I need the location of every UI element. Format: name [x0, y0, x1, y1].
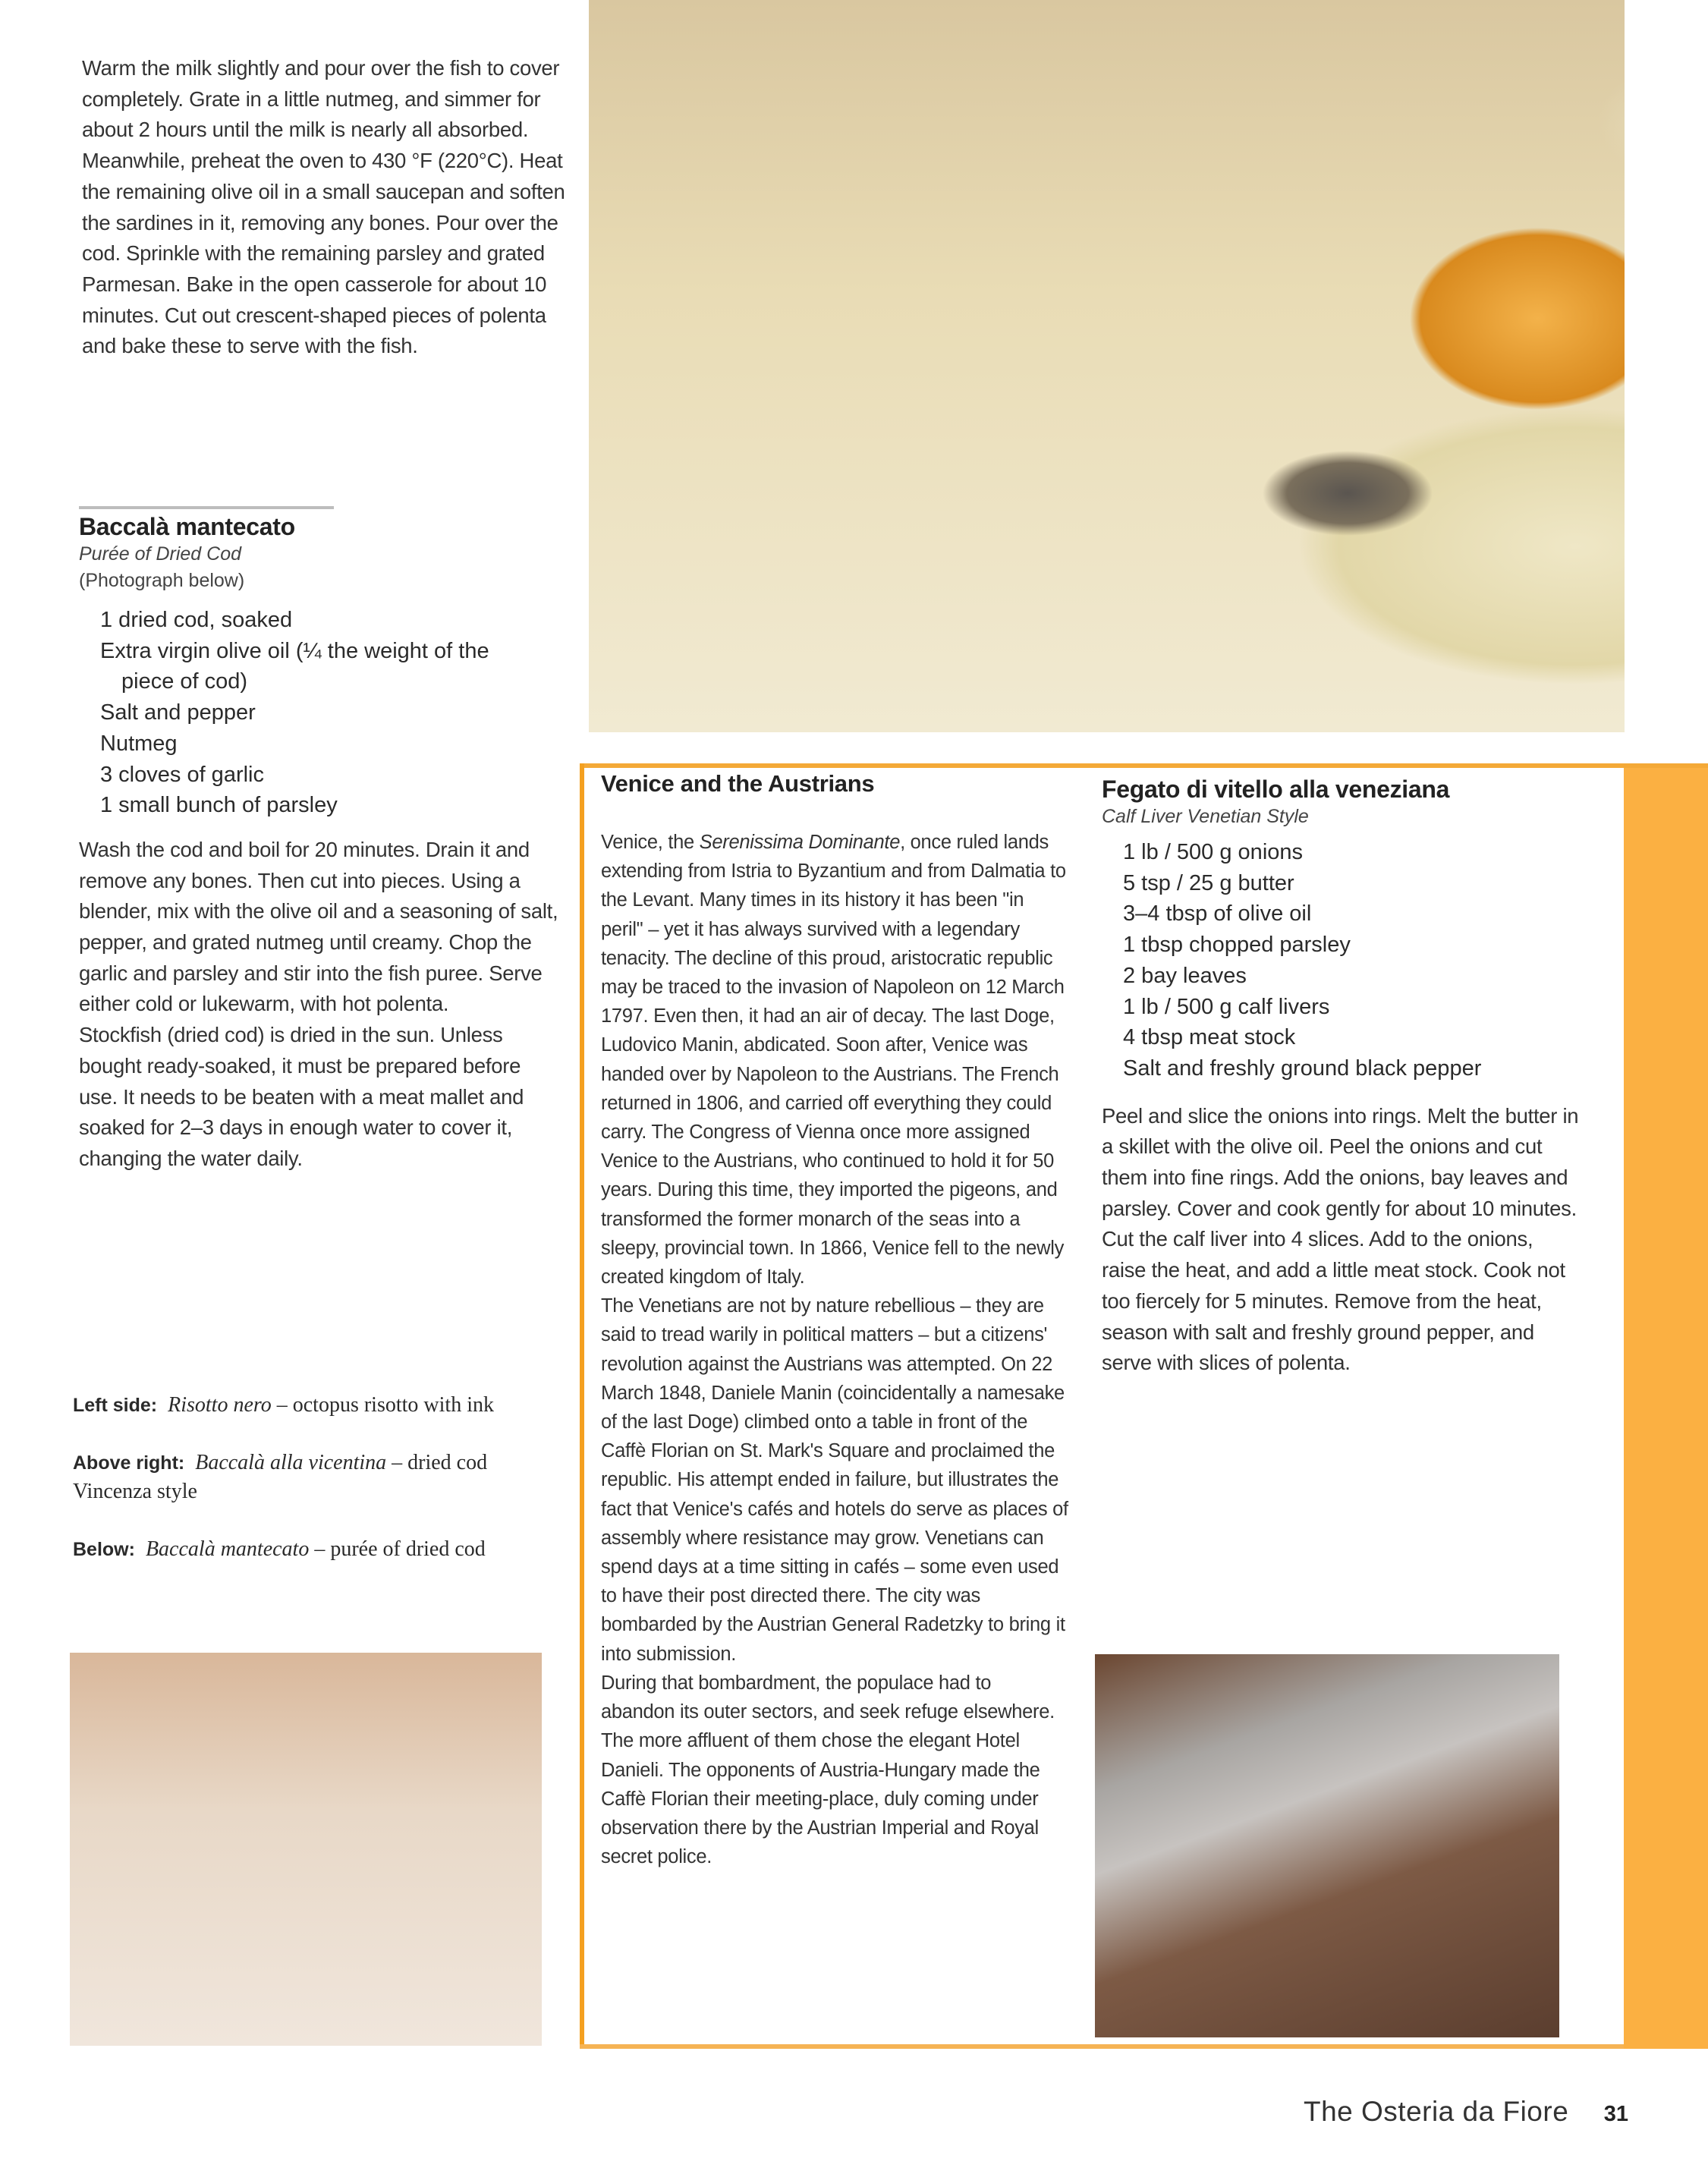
ingredient: 5 tsp / 25 g butter [1123, 870, 1294, 895]
sidebar-body [601, 828, 1068, 1871]
photo-baccala-vicentina [589, 0, 1625, 732]
ingredient: 1 small bunch of parsley [100, 793, 338, 818]
box-border-left [580, 763, 584, 2046]
ingredient: Salt and pepper [100, 700, 256, 725]
ingredient: 3 cloves of garlic [100, 762, 264, 787]
ingredient: 3–4 tbsp of olive oil [1123, 901, 1312, 927]
ingredient: Extra virgin olive oil (¼ the weight of the piece of cod) [100, 638, 489, 694]
photo-note: (Photograph below) [79, 570, 245, 591]
recipe-title: Fegato di vitello alla veneziana [1102, 776, 1450, 803]
sidebar-paragraph: During that bombardment, the populace had to abandon its outer sectors, and seek refuge elsewhere. The more affluent of them chose the elegant Hotel Danieli. The opponents of Austria-Hungary made the Caffè Florian their meeting-place, duly coming under observation there by the Austrian Imperial and Royal secret police. [601, 1672, 1055, 1868]
method-paragraph: Peel and slice the onions into rings. Melt the butter in a skillet with the olive oil. Peel the onions and cut them into fine rings. Add the onions, bay leaves and parsley. Cover and cook gently for about 10 minutes. Cut the calf liver into 4 slices. Add to the onions, raise the heat, and add a little meat stock. Cook not too fiercely for 5 minutes. Remove from the heat, season with salt and freshly ground pepper, and serve with slices of polenta. [1102, 1103, 1579, 1375]
section-name: The Osteria da Fiore [1303, 2096, 1569, 2127]
photo-baccala-mantecato [70, 1653, 542, 2046]
ingredient: 1 dried cod, soaked [100, 608, 293, 632]
intro-paragraph: Meanwhile, preheat the oven to 430 °F (220°C). Heat the remaining olive oil in a small saucepan and soften the sardines in it, removing any bones. Pour over the cod. Sprinkle with the remaining parsley and grated Parmesan. Bake in the open casserole for about 10 minutes. Cut out crescent-shaped pieces of polenta and bake these to serve with the fish. [82, 149, 565, 358]
sidebar-title: Venice and the Austrians [601, 770, 875, 797]
method-paragraph: Wash the cod and boil for 20 minutes. Drain it and remove any bones. Then cut into pieces. Using a blender, mix with the olive oil and a seasoning of salt, pepper, and grated nutmeg until creamy. Chop the garlic and parsley and stir into the fish puree. Serve either cold or lukewarm, with hot polenta. [79, 837, 558, 1016]
sidebar-paragraph: The Venetians are not by nature rebellious – they are said to tread warily in political matters – but a citizens' revolution against the Austrians was attempted. On 22 March 1848, Daniele Manin (coincidentally a namesake of the last Doge) climbed onto a table in front of the Caffè Florian on St. Mark's Square and proclaimed the republic. His attempt ended in failure, but illustrates the fact that Venice's cafés and hotels do serve as places of assembly where resistance may grow. Venetians can spend days at a time sitting in cafés – some even used to have their post directed there. The city was bombarded by the Austrian General Radetzky to bring it into submission. [601, 1295, 1068, 1665]
ingredient: 2 bay leaves [1123, 963, 1247, 988]
ingredient-list [79, 605, 565, 821]
orange-margin-strip [1624, 768, 1708, 2049]
recipe-baccala-mantecato [79, 513, 565, 1175]
sidebar-venice-austrians [601, 770, 1068, 1871]
photo-fegato [1095, 1654, 1559, 2037]
recipe-fegato [1102, 776, 1580, 1379]
caption-above-right: Above right: Baccalà alla vicentina – dried cod Vincenza style [73, 1451, 488, 1503]
intro-paragraph: Warm the milk slightly and pour over the fish to cover completely. Grate in a little nutmeg, and simmer for about 2 hours until the milk is nearly all absorbed. [82, 56, 560, 142]
ingredient: 1 tbsp chopped parsley [1123, 933, 1351, 958]
intro-text [82, 53, 568, 362]
recipe-subtitle: Purée of Dried Cod [79, 543, 242, 565]
recipe-title: Baccalà mantecato [79, 513, 295, 540]
page-footer [1302, 2096, 1628, 2128]
ingredient: 4 tbsp meat stock [1123, 1025, 1296, 1050]
section-divider [79, 506, 334, 509]
recipe-method [1102, 1101, 1580, 1379]
page-number: 31 [1603, 2102, 1628, 2126]
box-border-top [583, 763, 1708, 768]
recipe-subtitle: Calf Liver Venetian Style [1102, 806, 1309, 827]
caption-below: Below: Baccalà mantecato – purée of dried cod [73, 1537, 486, 1561]
method-paragraph: Stockfish (dried cod) is dried in the sun. Unless bought ready-soaked, it must be prepared before use. It needs to be beaten with a meat mallet and soaked for 2–3 days in enough water to cover it, changing the water daily. [79, 1023, 524, 1170]
box-border-bottom [580, 2044, 1627, 2049]
ingredient-list [1102, 837, 1580, 1084]
sidebar-paragraph: Venice, the Serenissima Dominante, once ruled lands extending from Istria to Byzantium and from Dalmatia to the Levant. Many times in its history it has been "in peril" – yet it has always survived with a legendary tenacity. The decline of this proud, aristocratic republic may be traced to the invasion of Napoleon on 12 March 1797. Even then, it had an air of decay. The last Doge, Ludovico Manin, abdicated. Soon after, Venice was handed over by Napoleon to the Austrians. The French returned in 1806, and carried off everything they could carry. The Congress of Vienna once more assigned Venice to the Austrians, who continued to hold it for 50 years. During this time, they imported the pigeons, and transformed the former monarch of the seas into a sleepy, provincial town. In 1866, Venice fell to the newly created kingdom of Italy. [601, 832, 1066, 1288]
caption-left: Left side: Risotto nero – octopus risotto with ink [73, 1393, 494, 1417]
ingredient: Nutmeg [100, 731, 178, 756]
ingredient: 1 lb / 500 g calf livers [1123, 994, 1330, 1019]
ingredient: Salt and freshly ground black pepper [1123, 1056, 1482, 1081]
ingredient: 1 lb / 500 g onions [1123, 840, 1304, 864]
photo-captions [73, 1391, 543, 1564]
recipe-method [79, 835, 565, 1175]
